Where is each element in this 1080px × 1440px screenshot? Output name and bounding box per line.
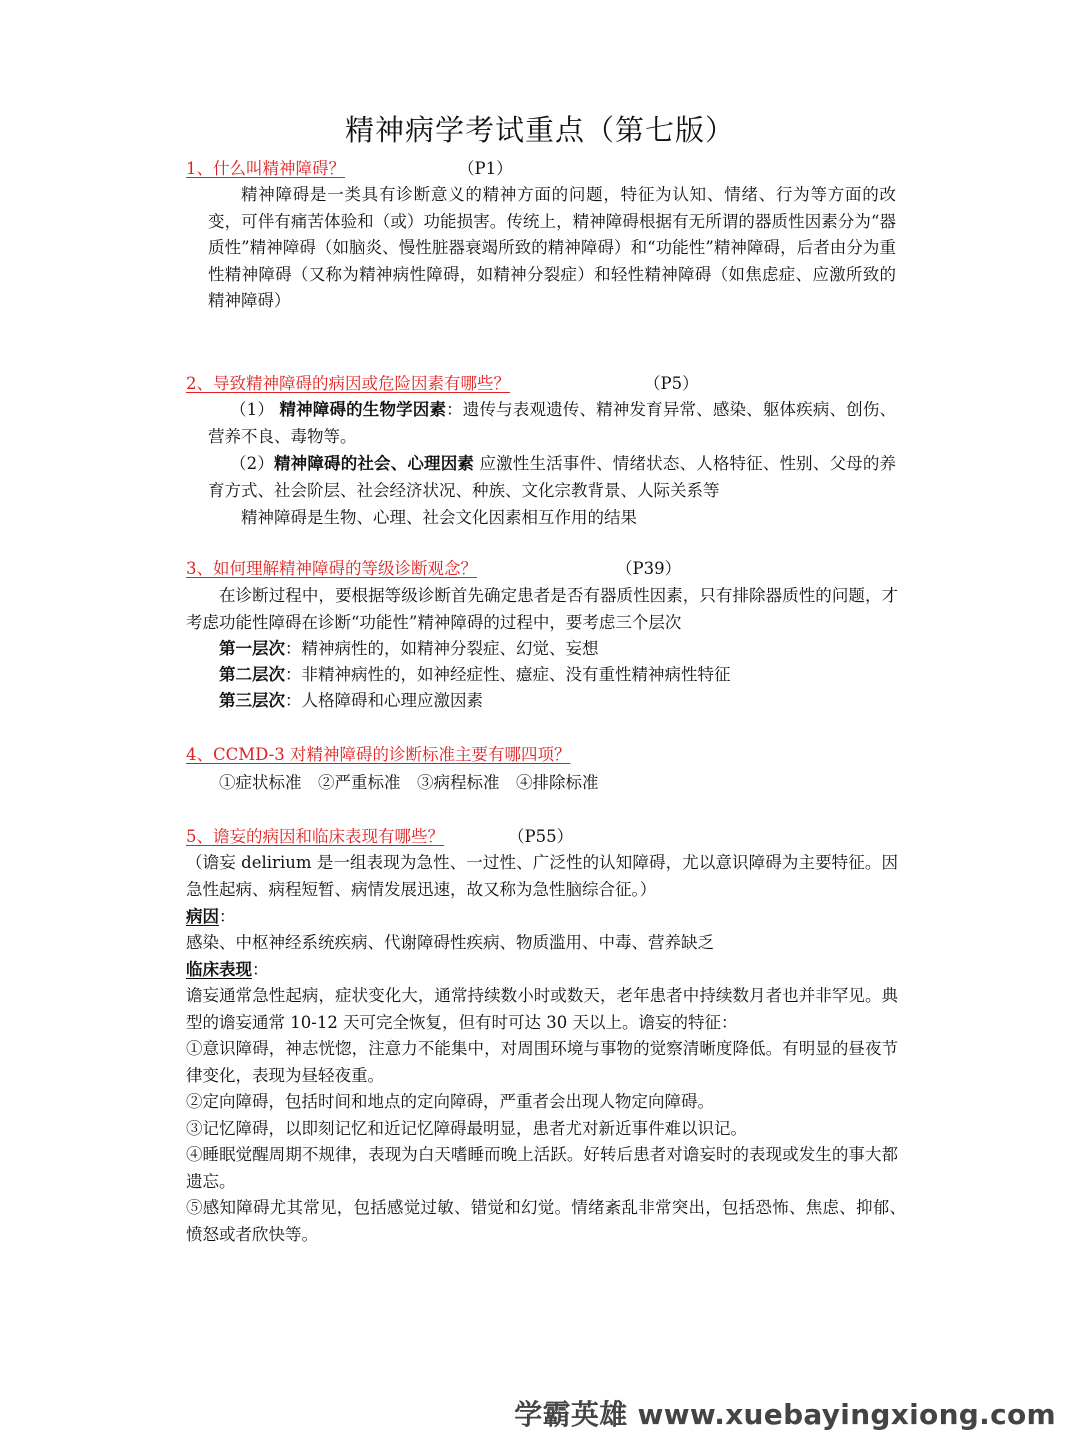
question-2-text: 2、导致精神障碍的病因或危险因素有哪些？ <box>186 374 510 393</box>
answer-3-paragraph: 在诊断过程中，要根据等级诊断首先确定患者是否有器质性因素，只有排除器质性的问题，才考虑功能性障碍在诊断“功能性”精神障碍的过程中，要考虑三个层次 <box>186 586 898 632</box>
clinical-paragraph: 谵妄通常急性起病，症状变化大，通常持续数小时或数天，老年患者中持续数月者也并非罕见。典型的谵妄通常 10-12 天可完全恢复，但有时可达 30 天以上。谵妄的特征： <box>186 986 898 1032</box>
cause-text: 感染、中枢神经系统疾病、代谢障碍性疾病、物质滥用、中毒、营养缺乏 <box>186 933 714 952</box>
feature-2: ②定向障碍，包括时间和地点的定向障碍，严重者会出现人物定向障碍。 <box>186 1092 714 1111</box>
clinical-heading <box>186 957 269 983</box>
cause-colon: ： <box>219 907 236 926</box>
answer-5-intro: （谵妄 delirium 是一组表现为急性、一过性、广泛性的认知障碍，尤以意识障碍为主要特征。因急性起病、病程短暂、病情发展迅速，故又称为急性脑综合征。） <box>186 853 898 899</box>
level-3-text: ：人格障碍和心理应激因素 <box>285 691 483 710</box>
question-5-text: 5、谵妄的病因和临床表现有哪些？ <box>186 827 444 846</box>
item-1-label: 精神障碍的生物学因素 <box>279 400 447 419</box>
answer-1-paragraph: 精神障碍是一类具有诊断意义的精神方面的问题，特征为认知、情绪、行为等方面的改变，可伴有痛苦体验和（或）功能损害。传统上，精神障碍根据有无所谓的器质性因素分为“器质性”精神障碍（如脑炎、慢性脏器衰竭所致的精神障碍）和“功能性”精神障碍，后者由分为重性精神障碍（又称为精神病性障碍，如精神分裂症）和轻性精神障碍（如焦虑症、应激所致的精神障碍） <box>208 185 896 310</box>
item-1-text: ：遗传与表观遗传、精神发育异常、感染、躯体疾病、创伤、营养不良、毒物等。 <box>208 400 897 446</box>
question-3-text: 3、如何理解精神障碍的等级诊断观念？ <box>186 559 477 578</box>
question-2-heading <box>186 372 699 396</box>
clinical-label: 临床表现 <box>186 960 252 979</box>
question-5-page-ref: （P55） <box>508 827 574 846</box>
answer-2-item-2 <box>208 451 896 504</box>
question-4-text: 4、CCMD-3 对精神障碍的诊断标准主要有哪四项？ <box>186 745 571 764</box>
feature-5: ⑤感知障碍尤其常见，包括感觉过敏、错觉和幻觉。情绪紊乱非常突出，包括恐怖、焦虑、抑郁、愤怒或者欣快等。 <box>186 1198 906 1244</box>
question-5-heading <box>186 825 574 849</box>
question-2-page-ref: （P5） <box>644 374 699 393</box>
level-2-text: ：非精神病性的，如神经症性、癔症、没有重性精神病性特征 <box>285 665 731 684</box>
cause-label: 病因 <box>186 907 219 926</box>
level-1-label: 第一层次 <box>219 639 285 658</box>
level-3-label: 第三层次 <box>219 691 285 710</box>
site-watermark: 学霸英雄 www.xuebayingxiong.com <box>514 1398 1056 1431</box>
item-2-number: （2） <box>230 454 275 473</box>
question-1-page-ref: （P1） <box>458 159 513 178</box>
page-title: 精神病学考试重点（第七版） <box>344 113 735 147</box>
feature-1: ①意识障碍，神志恍惚，注意力不能集中，对周围环境与事物的觉察清晰度降低。有明显的昼夜节律变化，表现为昼轻夜重。 <box>186 1039 898 1085</box>
question-4-heading <box>186 743 571 767</box>
clinical-colon: ： <box>252 960 269 979</box>
item-1-number: （1） <box>230 400 275 419</box>
item-2-text: 应激性生活事件、情绪状态、人格特征、性别、父母的养育方式、社会阶层、社会经济状况、种族、文化宗教背景、人际关系等 <box>208 454 897 500</box>
answer-2-summary: 精神障碍是生物、心理、社会文化因素相互作用的结果 <box>241 508 637 527</box>
question-3-heading <box>186 557 682 581</box>
question-1-text: 1、什么叫精神障碍？ <box>186 159 345 178</box>
cause-heading <box>186 904 236 930</box>
question-1-heading <box>186 157 513 181</box>
level-1 <box>219 636 599 662</box>
level-3 <box>219 688 483 714</box>
level-1-text: ：精神病性的，如精神分裂症、幻觉、妄想 <box>285 639 599 658</box>
level-2 <box>219 662 731 688</box>
feature-3: ③记忆障碍，以即刻记忆和近记忆障碍最明显，患者尤对新近事件难以识记。 <box>186 1119 747 1138</box>
answer-2-item-1 <box>208 397 896 450</box>
item-2-label: 精神障碍的社会、心理因素 <box>274 454 475 473</box>
question-3-page-ref: （P39） <box>616 559 682 578</box>
level-2-label: 第二层次 <box>219 665 285 684</box>
answer-4-criteria: ①症状标准 ②严重标准 ③病程标准 ④排除标准 <box>219 773 599 792</box>
feature-4: ④睡眠觉醒周期不规律，表现为白天嗜睡而晚上活跃。好转后患者对谵妄时的表现或发生的事大都遗忘。 <box>186 1145 898 1191</box>
